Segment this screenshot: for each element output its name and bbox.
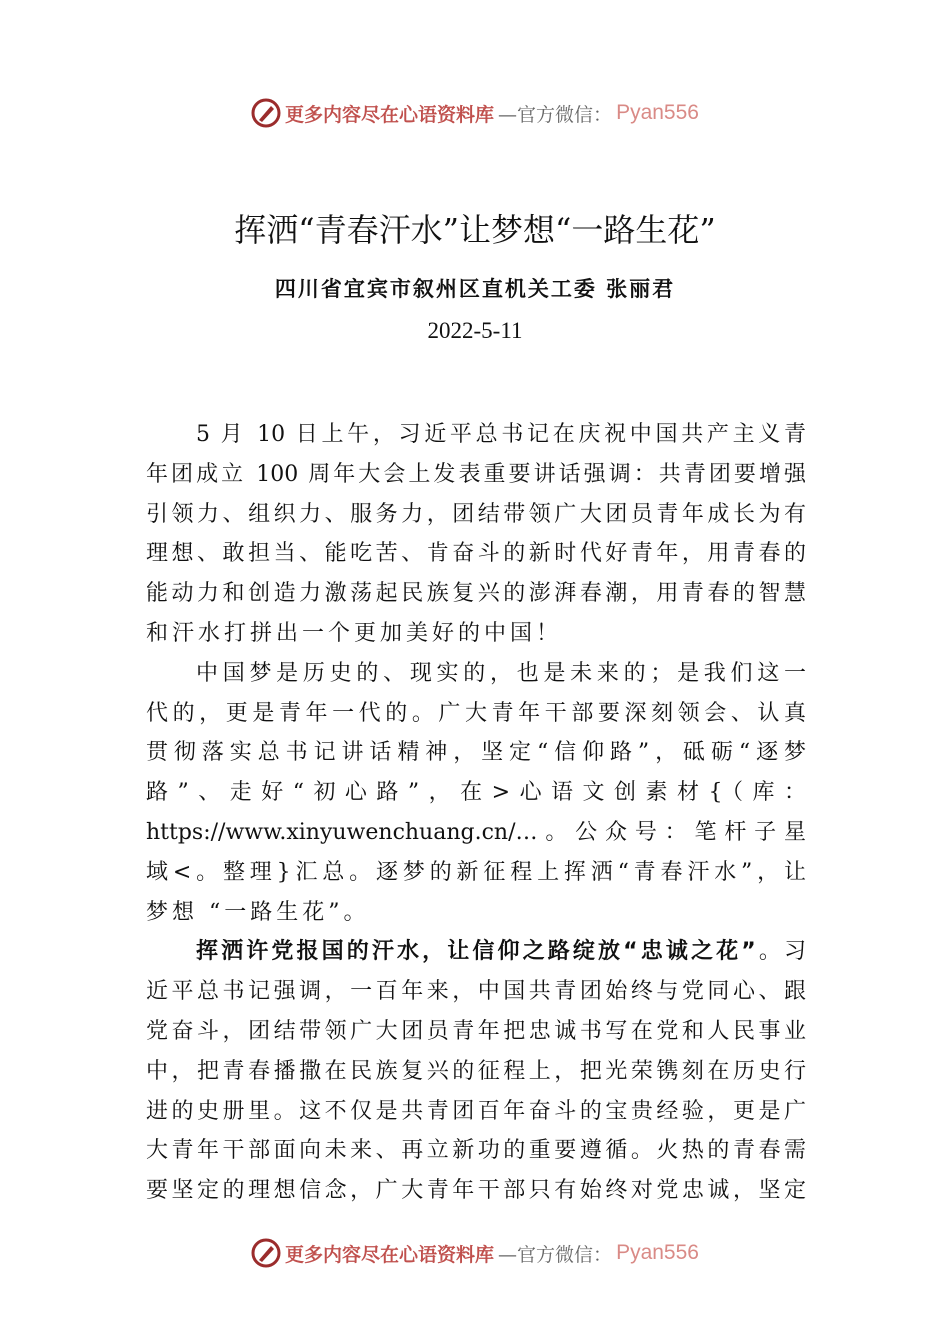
header-watermark <box>0 93 950 133</box>
footer-watermark <box>0 1233 950 1273</box>
text-line <box>146 1171 806 1211</box>
line-text: 能动力和创造力激荡起民族复兴的澎湃春潮，用青春的智慧 <box>146 581 806 607</box>
line-text: 中，把青春播撒在民族复兴的征程上，把光荣镌刻在历史行 <box>146 1058 806 1084</box>
line-text: 要坚定的理想信念，广大青年干部只有始终对党忠诚，坚定 <box>146 1178 806 1204</box>
line-text: 贯彻落实总书记讲话精神，坚定“信仰路”，砥砺“逐梦 <box>146 740 806 766</box>
text-line <box>146 1092 806 1132</box>
watermark-text: 更多内容尽在心语资料库 <box>285 1243 495 1266</box>
line-text: 近平总书记强调，一百年来，中国共青团始终与党同心、跟 <box>146 979 806 1005</box>
line-text: 大青年干部面向未来、再立新功的重要遵循。火热的青春需 <box>146 1138 806 1164</box>
line-text: 进的史册里。这不仅是共青团百年奋斗的宝贵经验，更是广 <box>146 1098 806 1124</box>
text-line <box>146 813 806 853</box>
watermark-text: 更多内容尽在心语资料库 <box>285 103 495 126</box>
watermark-label: —官方微信： <box>498 103 613 126</box>
line-text: 年团成立 100 周年大会上发表重要讲话强调：共青团要增强 <box>146 461 806 487</box>
line-text: https://www.xinyuwenchuang.cn/…。公众号：笔杆子星 <box>146 819 806 845</box>
text-line <box>146 1052 806 1092</box>
watermark-id: Pyan556 <box>616 101 699 124</box>
line-text: 理想、敢担当、能吃苦、肯奋斗的新时代好青年，用青春的 <box>146 541 806 567</box>
text-line <box>146 415 806 455</box>
line-text: 中国梦是历史的、现实的，也是未来的；是我们这一 <box>196 660 806 686</box>
line-text: 代的，更是青年一代的。广大青年干部要深刻领会、认真 <box>146 700 806 726</box>
text-line <box>146 932 806 972</box>
text-line <box>146 614 806 654</box>
text-line <box>146 853 806 893</box>
document-body <box>146 415 806 1211</box>
line-text: 。习 <box>755 939 806 965</box>
watermark-label: —官方微信： <box>498 1243 613 1266</box>
text-line <box>146 773 806 813</box>
line-text: 党奋斗，团结带领广大团员青年把忠诚书写在党和人民事业 <box>146 1018 806 1044</box>
author-line: 四川省宜宾市叙州区直机关工委 张丽君 <box>274 276 676 301</box>
document-date: 2022-5-11 <box>427 318 523 343</box>
line-text: 梦想 “一路生花”。 <box>146 899 370 925</box>
pen-logo-icon <box>251 98 281 128</box>
watermark-id: Pyan556 <box>616 1241 699 1264</box>
document-title: 挥洒“青春汗水”让梦想“一路生花” <box>234 211 716 249</box>
line-text: 域<。整理}汇总。逐梦的新征程上挥洒“青春汗水”，让 <box>146 859 806 885</box>
text-line <box>146 972 806 1012</box>
text-line <box>146 654 806 694</box>
line-text: 和汗水打拼出一个更加美好的中国！ <box>146 620 563 646</box>
text-line <box>146 534 806 574</box>
text-line <box>146 495 806 535</box>
section-heading: 挥洒许党报国的汗水，让信仰之路绽放“忠诚之花” <box>196 939 756 965</box>
line-text: 路”、走好“初心路”，在>心语文创素材{（库： <box>146 780 806 806</box>
text-line <box>146 694 806 734</box>
text-line <box>146 455 806 495</box>
line-text: 5 月 10 日上午，习近平总书记在庆祝中国共产主义青 <box>196 422 806 447</box>
text-line <box>146 1012 806 1052</box>
text-line <box>146 574 806 614</box>
text-line <box>146 1131 806 1171</box>
pen-logo-icon <box>251 1238 281 1268</box>
text-line <box>146 893 806 933</box>
text-line <box>146 733 806 773</box>
line-text: 引领力、组织力、服务力，团结带领广大团员青年成长为有 <box>146 501 806 527</box>
